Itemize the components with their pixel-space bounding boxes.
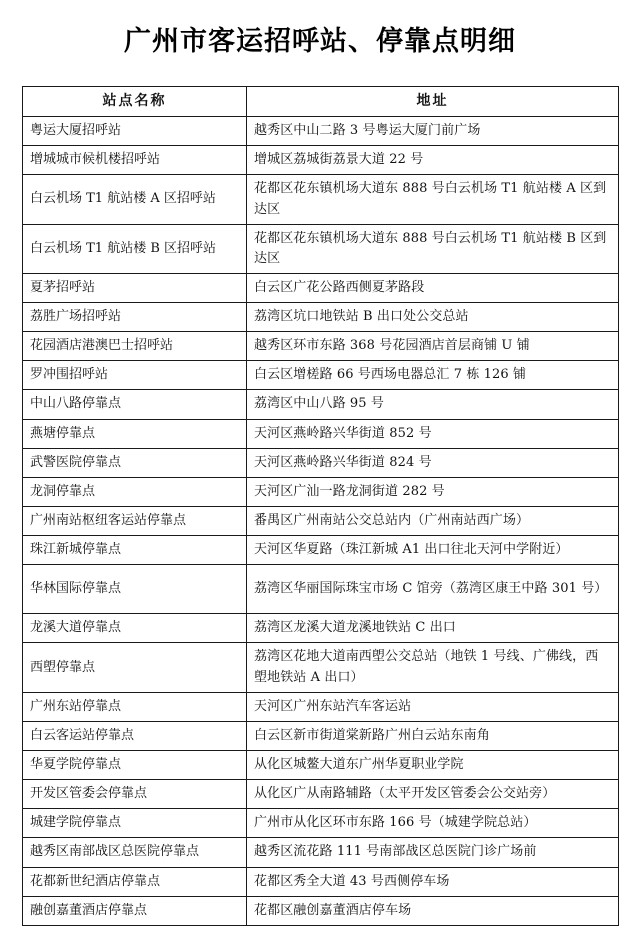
cell-station-name: 白云客运站停靠点	[23, 721, 247, 750]
cell-address: 天河区燕岭路兴华街道 824 号	[247, 448, 619, 477]
cell-station-name: 广州南站枢纽客运站停靠点	[23, 507, 247, 536]
cell-address: 荔湾区龙溪大道龙溪地铁站 C 出口	[247, 614, 619, 643]
column-header-address: 地址	[247, 87, 619, 117]
column-header-station-name: 站点名称	[23, 87, 247, 117]
cell-address: 花都区花东镇机场大道东 888 号白云机场 T1 航站楼 B 区到达区	[247, 224, 619, 273]
cell-station-name: 增城城市候机楼招呼站	[23, 146, 247, 175]
table-row	[23, 692, 619, 721]
table-row	[23, 809, 619, 838]
document-page	[0, 18, 640, 918]
table-row	[23, 361, 619, 390]
cell-address: 天河区华夏路（珠江新城 A1 出口往北天河中学附近）	[247, 536, 619, 565]
cell-station-name: 白云机场 T1 航站楼 A 区招呼站	[23, 175, 247, 224]
cell-address: 天河区燕岭路兴华街道 852 号	[247, 419, 619, 448]
cell-address: 天河区广州东站汽车客运站	[247, 692, 619, 721]
table-header	[23, 87, 619, 117]
table-row	[23, 332, 619, 361]
cell-station-name: 融创嘉董酒店停靠点	[23, 896, 247, 925]
cell-station-name: 龙溪大道停靠点	[23, 614, 247, 643]
cell-station-name: 城建学院停靠点	[23, 809, 247, 838]
cell-address: 荔湾区坑口地铁站 B 出口处公交总站	[247, 303, 619, 332]
cell-address: 从化区城鳌大道东广州华夏职业学院	[247, 751, 619, 780]
table-row	[23, 117, 619, 146]
cell-address: 荔湾区花地大道南西塱公交总站（地铁 1 号线、广佛线，西塱地铁站 A 出口）	[247, 643, 619, 692]
cell-station-name: 华夏学院停靠点	[23, 751, 247, 780]
cell-address: 增城区荔城街荔景大道 22 号	[247, 146, 619, 175]
cell-address: 白云区增槎路 66 号西场电器总汇 7 栋 126 铺	[247, 361, 619, 390]
cell-address: 天河区广汕一路龙洞街道 282 号	[247, 477, 619, 506]
table-row	[23, 896, 619, 925]
table-row	[23, 751, 619, 780]
cell-station-name: 白云机场 T1 航站楼 B 区招呼站	[23, 224, 247, 273]
table-row	[23, 507, 619, 536]
cell-station-name: 夏茅招呼站	[23, 273, 247, 302]
table-row	[23, 721, 619, 750]
table-row	[23, 303, 619, 332]
station-table-container	[22, 86, 618, 926]
cell-address: 番禺区广州南站公交总站内（广州南站西广场）	[247, 507, 619, 536]
table-header-row	[23, 87, 619, 117]
cell-station-name: 粤运大厦招呼站	[23, 117, 247, 146]
table-row	[23, 419, 619, 448]
table-row	[23, 390, 619, 419]
cell-address: 花都区融创嘉董酒店停车场	[247, 896, 619, 925]
station-detail-table	[22, 86, 619, 926]
cell-address: 越秀区流花路 111 号南部战区总医院门诊广场前	[247, 838, 619, 867]
table-row	[23, 448, 619, 477]
table-row	[23, 477, 619, 506]
cell-station-name: 燕塘停靠点	[23, 419, 247, 448]
table-row	[23, 146, 619, 175]
table-row	[23, 838, 619, 867]
cell-station-name: 西塱停靠点	[23, 643, 247, 692]
cell-station-name: 中山八路停靠点	[23, 390, 247, 419]
cell-station-name: 武警医院停靠点	[23, 448, 247, 477]
table-row	[23, 867, 619, 896]
cell-address: 白云区广花公路西侧夏茅路段	[247, 273, 619, 302]
table-row	[23, 536, 619, 565]
cell-station-name: 花园酒店港澳巴士招呼站	[23, 332, 247, 361]
cell-station-name: 龙洞停靠点	[23, 477, 247, 506]
cell-address: 花都区秀全大道 43 号西侧停车场	[247, 867, 619, 896]
table-row	[23, 614, 619, 643]
cell-station-name: 珠江新城停靠点	[23, 536, 247, 565]
cell-station-name: 越秀区南部战区总医院停靠点	[23, 838, 247, 867]
table-body	[23, 117, 619, 926]
cell-address: 白云区新市街道棠新路广州白云站东南角	[247, 721, 619, 750]
cell-station-name: 广州东站停靠点	[23, 692, 247, 721]
cell-station-name: 荔胜广场招呼站	[23, 303, 247, 332]
cell-station-name: 开发区管委会停靠点	[23, 780, 247, 809]
table-row	[23, 780, 619, 809]
cell-station-name: 罗冲围招呼站	[23, 361, 247, 390]
table-row	[23, 565, 619, 614]
table-row	[23, 175, 619, 224]
cell-address: 越秀区环市东路 368 号花园酒店首层商铺 U 铺	[247, 332, 619, 361]
cell-address: 从化区广从南路辅路（太平开发区管委会公交站旁）	[247, 780, 619, 809]
cell-address: 广州市从化区环市东路 166 号（城建学院总站）	[247, 809, 619, 838]
cell-station-name: 花都新世纪酒店停靠点	[23, 867, 247, 896]
page-title: 广州市客运招呼站、停靠点明细	[124, 26, 516, 58]
cell-address: 荔湾区中山八路 95 号	[247, 390, 619, 419]
cell-address: 越秀区中山二路 3 号粤运大厦门前广场	[247, 117, 619, 146]
cell-address: 花都区花东镇机场大道东 888 号白云机场 T1 航站楼 A 区到达区	[247, 175, 619, 224]
table-row	[23, 643, 619, 692]
cell-address: 荔湾区华丽国际珠宝市场 C 馆旁（荔湾区康王中路 301 号）	[247, 565, 619, 614]
cell-station-name: 华林国际停靠点	[23, 565, 247, 614]
table-row	[23, 273, 619, 302]
table-row	[23, 224, 619, 273]
